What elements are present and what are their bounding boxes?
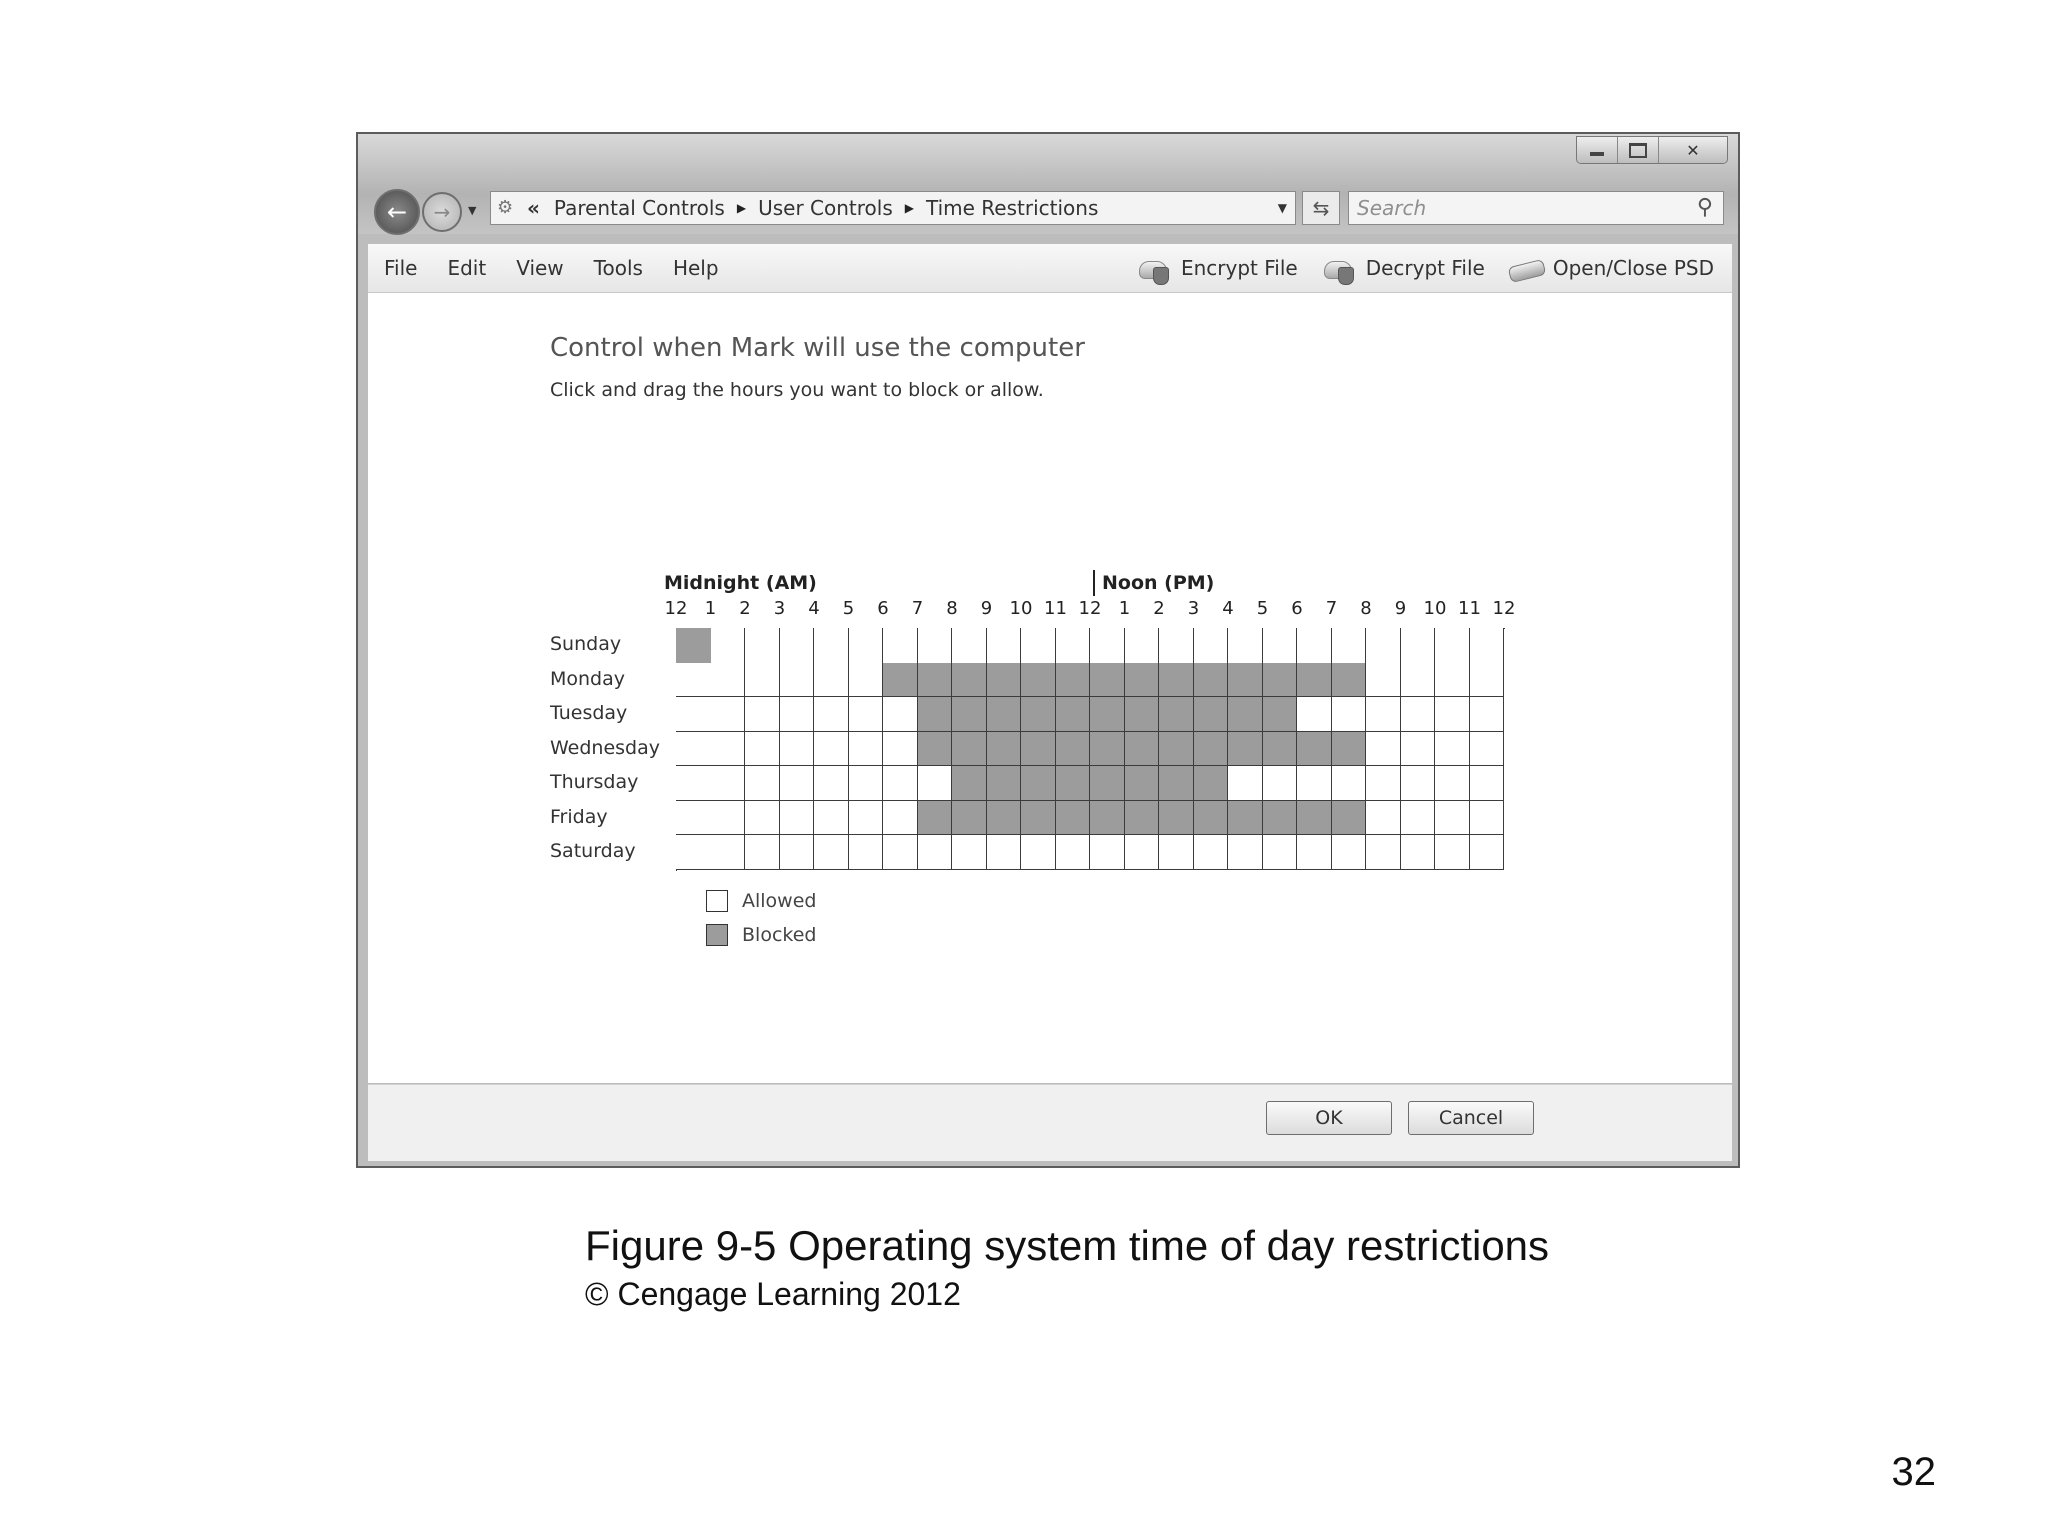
page-title: Control when Mark will use the computer — [550, 333, 1085, 363]
ok-button[interactable]: OK — [1266, 1101, 1392, 1135]
hour-cell[interactable] — [745, 663, 780, 698]
menu-bar — [368, 244, 1732, 293]
open-close-psd-button[interactable] — [1507, 253, 1714, 283]
hour-cell[interactable] — [952, 766, 987, 801]
hour-cell[interactable] — [1159, 732, 1194, 767]
hour-cell[interactable] — [1401, 628, 1436, 664]
hour-cell[interactable] — [745, 835, 780, 870]
hour-cell[interactable] — [1056, 663, 1091, 698]
hour-cell[interactable] — [814, 663, 849, 698]
hour-cell[interactable] — [1263, 663, 1298, 698]
hour-cell[interactable] — [1125, 697, 1160, 732]
legend-blocked-label: Blocked — [742, 923, 817, 946]
hour-label: 9 — [1394, 598, 1407, 619]
menu-file[interactable]: File — [384, 256, 418, 280]
title-bar — [358, 134, 1738, 234]
hour-cell[interactable] — [918, 766, 953, 801]
hour-cell[interactable] — [1297, 801, 1332, 836]
control-panel-icon: ⚙ — [497, 197, 514, 218]
hour-cell[interactable] — [918, 835, 953, 870]
hour-label: 7 — [1325, 598, 1338, 619]
hour-cell[interactable] — [1263, 766, 1298, 801]
hour-cell[interactable] — [1194, 732, 1229, 767]
hour-cell[interactable] — [1401, 835, 1436, 870]
hour-cell[interactable] — [1332, 697, 1367, 732]
hour-cell[interactable] — [1056, 628, 1091, 664]
hour-cell[interactable] — [987, 732, 1022, 767]
hour-cell[interactable] — [849, 835, 884, 870]
hour-cell[interactable] — [952, 801, 987, 836]
close-button[interactable] — [1659, 137, 1727, 163]
legend-allowed-label: Allowed — [742, 889, 817, 912]
menu-tools[interactable]: Tools — [593, 256, 643, 280]
cancel-button[interactable]: Cancel — [1408, 1101, 1534, 1135]
hour-cell[interactable] — [780, 801, 815, 836]
day-label: Saturday — [550, 840, 636, 862]
close-icon: ✕ — [1686, 140, 1700, 160]
hour-cell[interactable] — [1401, 663, 1436, 698]
hour-cell[interactable] — [1263, 732, 1298, 767]
hour-cell[interactable] — [1056, 697, 1091, 732]
hour-cell[interactable] — [918, 697, 953, 732]
lock-icon — [1135, 253, 1175, 283]
hour-label: 10 — [1423, 598, 1447, 619]
address-bar[interactable] — [490, 191, 1296, 225]
decrypt-file-button[interactable] — [1320, 253, 1485, 283]
hour-label: 2 — [1153, 598, 1165, 619]
hour-cell[interactable] — [814, 732, 849, 767]
toolbar — [1113, 244, 1714, 292]
hour-cell[interactable] — [780, 663, 815, 698]
hour-cell[interactable] — [987, 766, 1022, 801]
hour-cell[interactable] — [952, 697, 987, 732]
hour-cell[interactable] — [883, 835, 918, 870]
hour-cell[interactable] — [1332, 663, 1367, 698]
hour-cell[interactable] — [1366, 801, 1401, 836]
hour-cell[interactable] — [1297, 663, 1332, 698]
hour-cell[interactable] — [1435, 766, 1470, 801]
hour-label: 4 — [808, 598, 820, 619]
hour-cell[interactable] — [1194, 766, 1229, 801]
search-icon[interactable]: ⚲ — [1696, 195, 1713, 220]
hour-label: 8 — [946, 598, 958, 619]
hour-cell[interactable] — [849, 801, 884, 836]
noon-divider — [1093, 570, 1095, 596]
minimize-button[interactable] — [1577, 137, 1618, 163]
hour-label: 8 — [1360, 598, 1372, 619]
hour-cell[interactable] — [1366, 766, 1401, 801]
hour-cell[interactable] — [952, 835, 987, 870]
hour-cell[interactable] — [1401, 766, 1436, 801]
menu-view[interactable]: View — [516, 256, 564, 280]
day-label: Friday — [550, 805, 608, 828]
hour-cell[interactable] — [711, 766, 746, 801]
hour-cell[interactable] — [883, 663, 918, 698]
blocked-swatch — [706, 924, 728, 946]
hour-cell[interactable] — [1228, 835, 1263, 870]
hour-cell[interactable] — [1021, 766, 1056, 801]
hour-cell[interactable] — [711, 628, 746, 664]
hour-cell[interactable] — [1056, 801, 1091, 836]
hour-cell[interactable] — [1194, 663, 1229, 698]
hour-cell[interactable] — [987, 835, 1022, 870]
hour-cell[interactable] — [1332, 628, 1367, 664]
breadcrumb-parental-controls[interactable]: Parental Controls — [553, 196, 725, 220]
hour-cell[interactable] — [1056, 732, 1091, 767]
hour-cell[interactable] — [1159, 835, 1194, 870]
hour-cell[interactable] — [1125, 766, 1160, 801]
breadcrumb-overflow[interactable]: « — [527, 196, 540, 220]
hour-cell[interactable] — [1159, 628, 1194, 664]
hour-cell[interactable] — [883, 766, 918, 801]
hour-cell[interactable] — [1125, 835, 1160, 870]
hour-cell[interactable] — [1435, 801, 1470, 836]
hour-cell[interactable] — [1297, 732, 1332, 767]
hour-cell[interactable] — [780, 835, 815, 870]
hour-cell[interactable] — [952, 732, 987, 767]
hour-cell[interactable] — [987, 801, 1022, 836]
hour-cell[interactable] — [1194, 801, 1229, 836]
hour-label: 9 — [980, 598, 993, 619]
hour-label: 5 — [842, 598, 855, 619]
hour-cell[interactable] — [1090, 732, 1125, 767]
minimize-icon — [1590, 152, 1604, 156]
hour-cell[interactable] — [676, 766, 712, 801]
day-label: Thursday — [550, 771, 639, 793]
hour-label: 4 — [1222, 598, 1234, 619]
encrypt-file-button[interactable] — [1135, 253, 1298, 283]
hour-cell[interactable] — [1194, 697, 1229, 732]
hour-cell[interactable] — [1470, 801, 1505, 836]
breadcrumb-separator-icon[interactable]: ▶ — [736, 201, 747, 215]
hour-cell[interactable] — [676, 835, 712, 870]
hour-cell[interactable] — [987, 628, 1022, 664]
hour-cell[interactable] — [1090, 766, 1125, 801]
hour-cell[interactable] — [711, 835, 746, 870]
hour-cell[interactable] — [918, 801, 953, 836]
maximize-button[interactable] — [1618, 137, 1659, 163]
hour-cell[interactable] — [780, 628, 815, 664]
hour-cell[interactable] — [1297, 766, 1332, 801]
hour-cell[interactable] — [814, 697, 849, 732]
hour-label: 6 — [877, 598, 889, 619]
hour-cell[interactable] — [1228, 732, 1263, 767]
hour-cell[interactable] — [1159, 697, 1194, 732]
hour-cell[interactable] — [745, 766, 780, 801]
hour-label: 10 — [1009, 598, 1033, 619]
hour-cell[interactable] — [1401, 801, 1436, 836]
hour-label: 3 — [1187, 598, 1200, 619]
day-label: Tuesday — [550, 702, 628, 724]
hour-cell[interactable] — [1470, 732, 1505, 767]
hour-cell[interactable] — [676, 697, 712, 732]
copyright-notice: © Cengage Learning 2012 — [585, 1276, 961, 1312]
hour-cell[interactable] — [1228, 628, 1263, 664]
hour-cell[interactable] — [952, 663, 987, 698]
hour-cell[interactable] — [814, 628, 849, 664]
hour-cell[interactable] — [1366, 628, 1401, 664]
hour-cell[interactable] — [814, 766, 849, 801]
hour-cell[interactable] — [1228, 801, 1263, 836]
hour-cell[interactable] — [1332, 835, 1367, 870]
hour-cell[interactable] — [1090, 801, 1125, 836]
breadcrumb-time-restrictions[interactable]: Time Restrictions — [925, 196, 1099, 220]
hour-cell[interactable] — [849, 732, 884, 767]
hour-cell[interactable] — [987, 697, 1022, 732]
hour-cell[interactable] — [676, 732, 712, 767]
hour-cell[interactable] — [1297, 835, 1332, 870]
hour-cell[interactable] — [1090, 663, 1125, 698]
hour-cell[interactable] — [1470, 628, 1505, 664]
breadcrumb-separator-icon[interactable]: ▶ — [904, 201, 914, 215]
hour-cell[interactable] — [1090, 835, 1125, 870]
hour-cell[interactable] — [1332, 801, 1367, 836]
hour-cell[interactable] — [1435, 697, 1470, 732]
refresh-icon: ⇆ — [1312, 196, 1330, 220]
drive-icon — [1507, 253, 1547, 283]
hour-label: 2 — [739, 598, 751, 619]
hour-cell[interactable] — [1228, 663, 1263, 698]
hour-cell[interactable] — [676, 663, 712, 698]
hour-cell[interactable] — [883, 628, 918, 664]
hour-label: 12 — [1492, 598, 1516, 619]
hour-cell[interactable] — [849, 663, 884, 698]
hour-cell[interactable] — [1263, 801, 1298, 836]
hour-cell[interactable] — [1263, 835, 1298, 870]
hour-cell[interactable] — [1159, 801, 1194, 836]
hour-label: 12 — [664, 598, 688, 619]
hour-cell[interactable] — [987, 663, 1022, 698]
hour-cell[interactable] — [1021, 732, 1056, 767]
hour-cell[interactable] — [1366, 663, 1401, 698]
parental-controls-window — [356, 132, 1740, 1168]
hour-cell[interactable] — [1021, 835, 1056, 870]
back-button[interactable] — [374, 189, 420, 235]
open-close-psd-label: Open/Close PSD — [1552, 256, 1714, 280]
hour-cell[interactable] — [849, 628, 884, 664]
hour-cell[interactable] — [1090, 628, 1125, 664]
hour-cell[interactable] — [1056, 766, 1091, 801]
hour-cell[interactable] — [1125, 628, 1160, 664]
day-label: Wednesday — [550, 736, 661, 759]
hour-cell[interactable] — [780, 697, 815, 732]
hour-cell[interactable] — [780, 766, 815, 801]
instructions: Click and drag the hours you want to block or allow. — [550, 379, 1044, 401]
hour-label: 6 — [1291, 598, 1303, 619]
hour-cell[interactable] — [952, 628, 987, 664]
day-label: Sunday — [550, 633, 622, 655]
hour-cell[interactable] — [1366, 697, 1401, 732]
search-input[interactable] — [1348, 191, 1724, 225]
hour-cell[interactable] — [814, 801, 849, 836]
hour-cell[interactable] — [883, 801, 918, 836]
hour-cell[interactable] — [1401, 697, 1436, 732]
maximize-icon — [1629, 143, 1647, 158]
hour-cell[interactable] — [745, 732, 780, 767]
midnight-am-label: Midnight (AM) — [664, 572, 817, 594]
address-dropdown-icon[interactable]: ▼ — [1277, 201, 1287, 215]
hour-cell[interactable] — [1435, 663, 1470, 698]
dialog-footer — [368, 1084, 1732, 1161]
hour-cell[interactable] — [1263, 628, 1298, 664]
content-area — [368, 293, 1732, 1083]
hour-cell[interactable] — [1021, 628, 1056, 664]
recent-pages-dropdown[interactable]: ▼ — [468, 204, 477, 217]
noon-pm-label: Noon (PM) — [1102, 572, 1215, 594]
hour-cell[interactable] — [883, 732, 918, 767]
hour-cell[interactable] — [1366, 732, 1401, 767]
hour-cell[interactable] — [1159, 663, 1194, 698]
hour-cell[interactable] — [711, 697, 746, 732]
legend-allowed — [706, 890, 816, 912]
hour-cell[interactable] — [1470, 835, 1505, 870]
hour-cell[interactable] — [711, 801, 746, 836]
hour-cell[interactable] — [918, 663, 953, 698]
hour-cell[interactable] — [1194, 628, 1229, 664]
hour-cell[interactable] — [1366, 835, 1401, 870]
hour-cell[interactable] — [745, 801, 780, 836]
hour-cell[interactable] — [1297, 697, 1332, 732]
hour-cell[interactable] — [1021, 801, 1056, 836]
menu-help[interactable]: Help — [672, 256, 719, 280]
hour-label: 1 — [1118, 598, 1131, 619]
hour-cell[interactable] — [918, 628, 953, 664]
hour-cell[interactable] — [676, 628, 712, 664]
page-number: 32 — [1891, 1450, 1936, 1494]
hour-cell[interactable] — [1228, 697, 1263, 732]
hour-cell[interactable] — [1470, 697, 1505, 732]
hour-label: 1 — [704, 598, 717, 619]
hour-label: 5 — [1256, 598, 1269, 619]
encrypt-file-label: Encrypt File — [1180, 256, 1298, 280]
search-placeholder: Search — [1357, 196, 1427, 220]
hour-label: 7 — [911, 598, 924, 619]
hour-cell[interactable] — [883, 697, 918, 732]
hour-label: 11 — [1044, 598, 1067, 619]
hour-cell[interactable] — [745, 628, 780, 664]
hour-cell[interactable] — [1159, 766, 1194, 801]
hour-label: 11 — [1458, 598, 1481, 619]
hour-label: 12 — [1078, 598, 1102, 619]
window-controls — [1576, 136, 1728, 164]
hour-cell[interactable] — [1435, 835, 1470, 870]
day-label: Monday — [550, 667, 626, 690]
hour-cell[interactable] — [1056, 835, 1091, 870]
legend-blocked — [706, 924, 816, 946]
hour-cell[interactable] — [745, 697, 780, 732]
hour-cell[interactable] — [1194, 835, 1229, 870]
hour-cell[interactable] — [1125, 663, 1160, 698]
allowed-swatch — [706, 890, 728, 912]
menu-edit[interactable]: Edit — [447, 256, 487, 280]
figure-caption: Figure 9-5 Operating system time of day restrictions — [585, 1222, 1550, 1269]
hour-cell[interactable] — [676, 801, 712, 836]
hour-cell[interactable] — [849, 766, 884, 801]
decrypt-file-label: Decrypt File — [1365, 256, 1485, 280]
unlock-icon — [1320, 253, 1360, 283]
hour-cell[interactable] — [814, 835, 849, 870]
hour-cell[interactable] — [711, 732, 746, 767]
hour-cell[interactable] — [1470, 663, 1505, 698]
hour-cell[interactable] — [1435, 628, 1470, 664]
hour-cell[interactable] — [1090, 697, 1125, 732]
breadcrumb-user-controls[interactable]: User Controls — [758, 196, 893, 220]
hour-cell[interactable] — [1435, 732, 1470, 767]
back-arrow-icon: ← — [386, 198, 408, 226]
hour-cell[interactable] — [1125, 732, 1160, 767]
hour-cell[interactable] — [1125, 801, 1160, 836]
hour-cell[interactable] — [1021, 663, 1056, 698]
hour-cell[interactable] — [1332, 732, 1367, 767]
hour-cell[interactable] — [780, 732, 815, 767]
hour-cell[interactable] — [1228, 766, 1263, 801]
forward-arrow-icon: → — [433, 200, 451, 224]
hour-cell[interactable] — [849, 697, 884, 732]
hour-cell[interactable] — [1297, 628, 1332, 664]
hour-cell[interactable] — [1401, 732, 1436, 767]
hour-cell[interactable] — [1021, 697, 1056, 732]
hour-cell[interactable] — [1470, 766, 1505, 801]
forward-button[interactable] — [422, 192, 462, 232]
hour-cell[interactable] — [711, 663, 746, 698]
hour-label: 3 — [773, 598, 786, 619]
refresh-button[interactable] — [1302, 191, 1340, 225]
hour-cell[interactable] — [1332, 766, 1367, 801]
hour-cell[interactable] — [918, 732, 953, 767]
hour-cell[interactable] — [1263, 697, 1298, 732]
